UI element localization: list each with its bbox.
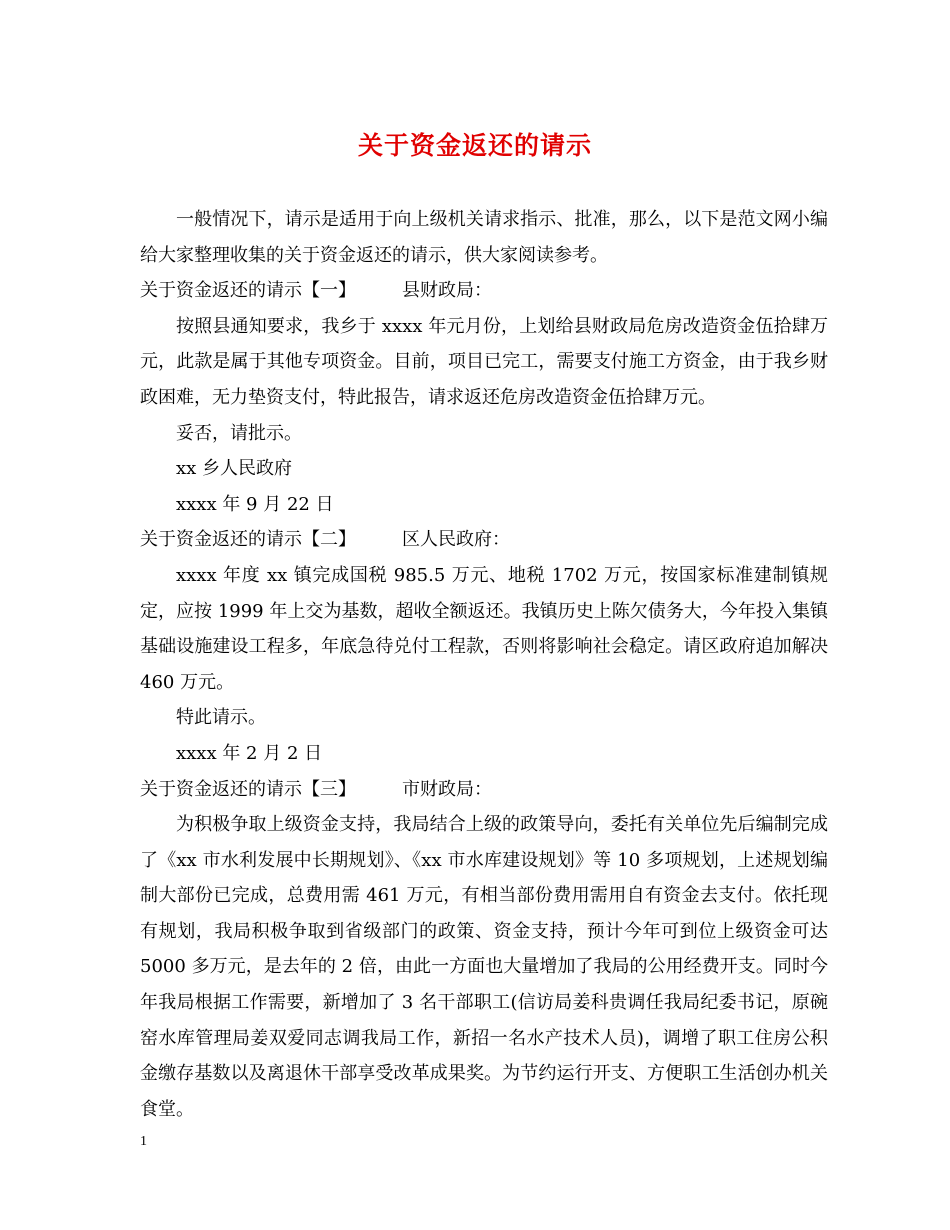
section-1-signer: xx 乡人民政府 bbox=[176, 458, 293, 480]
section-2-body: xxxx 年度 xx 镇完成国税 985.5 万元、地税 1702 万元，按国家标准建制镇规定，应按 1999 年上交为基数，超收全额返还。我镇历史上陈欠债务大，今年投入集镇基础设施建设工程多，年底急待兑付工程款，否则将影响社会稳定。请区政府追加解决 460 万元。 bbox=[140, 564, 828, 693]
section-1-body: 按照县通知要求，我乡于 xxxx 年元月份，上划给县财政局危房改造资金伍拾肆万元，此款是属于其他专项资金。目前，项目已完工，需要支付施工方资金，由于我乡财政困难，无力垫资支付，特此报告，请求返还危房改造资金伍拾肆万元。 bbox=[140, 315, 828, 408]
section-1-heading-line bbox=[140, 273, 828, 309]
section-3-addressee: 市财政局： bbox=[402, 778, 492, 800]
document-title: 关于资金返还的请示 bbox=[357, 131, 592, 160]
section-2-date: xxxx 年 2 月 2 日 bbox=[176, 742, 323, 764]
section-1-heading: 关于资金返还的请示【一】 bbox=[140, 280, 356, 302]
section-2-addressee: 区人民政府： bbox=[402, 529, 510, 551]
section-1-addressee: 县财政局： bbox=[402, 280, 492, 302]
page-number: 1 bbox=[140, 1134, 147, 1149]
intro-paragraph: 一般情况下，请示是适用于向上级机关请求指示、批准，那么，以下是范文网小编给大家整理收集的关于资金返还的请示，供大家阅读参考。 bbox=[140, 209, 828, 266]
section-3-heading-line bbox=[140, 772, 828, 808]
section-3-heading: 关于资金返还的请示【三】 bbox=[140, 778, 356, 800]
section-2-heading: 关于资金返还的请示【二】 bbox=[140, 529, 356, 551]
document-body bbox=[140, 202, 828, 1127]
section-1-date: xxxx 年 9 月 22 日 bbox=[176, 493, 334, 515]
section-3-body: 为积极争取上级资金支持，我局结合上级的政策导向，委托有关单位先后编制完成了《xx 市水利发展中长期规划》、《xx 市水库建设规划》等 10 多项规划，上述规划编制大部份已完成，总费用需 461 万元，有相当部份费用需用自有资金去支付。依托现有规划，我局积极争取到省级部门的政策、资金支持，预计今年可到位上级资金可达 5000 多万元，是去年的 2 倍，由此一方面也大量增加了我局的公用经费开支。同时今年我局根据工作需要，新增加了 3 名干部职工(信访局姜科贵调任我局纪委书记，原碗窑水库管理局姜双爱同志调我局工作，新招一名水产技术人员)，调增了职工住房公积金缴存基数以及离退休干部享受改革成果奖。为节约运行开支、方便职工生活创办机关食堂。 bbox=[140, 814, 828, 1120]
section-2-heading-line bbox=[140, 522, 828, 558]
section-2-closing: 特此请示。 bbox=[176, 707, 266, 729]
section-1-closing: 妥否，请批示。 bbox=[176, 422, 302, 444]
